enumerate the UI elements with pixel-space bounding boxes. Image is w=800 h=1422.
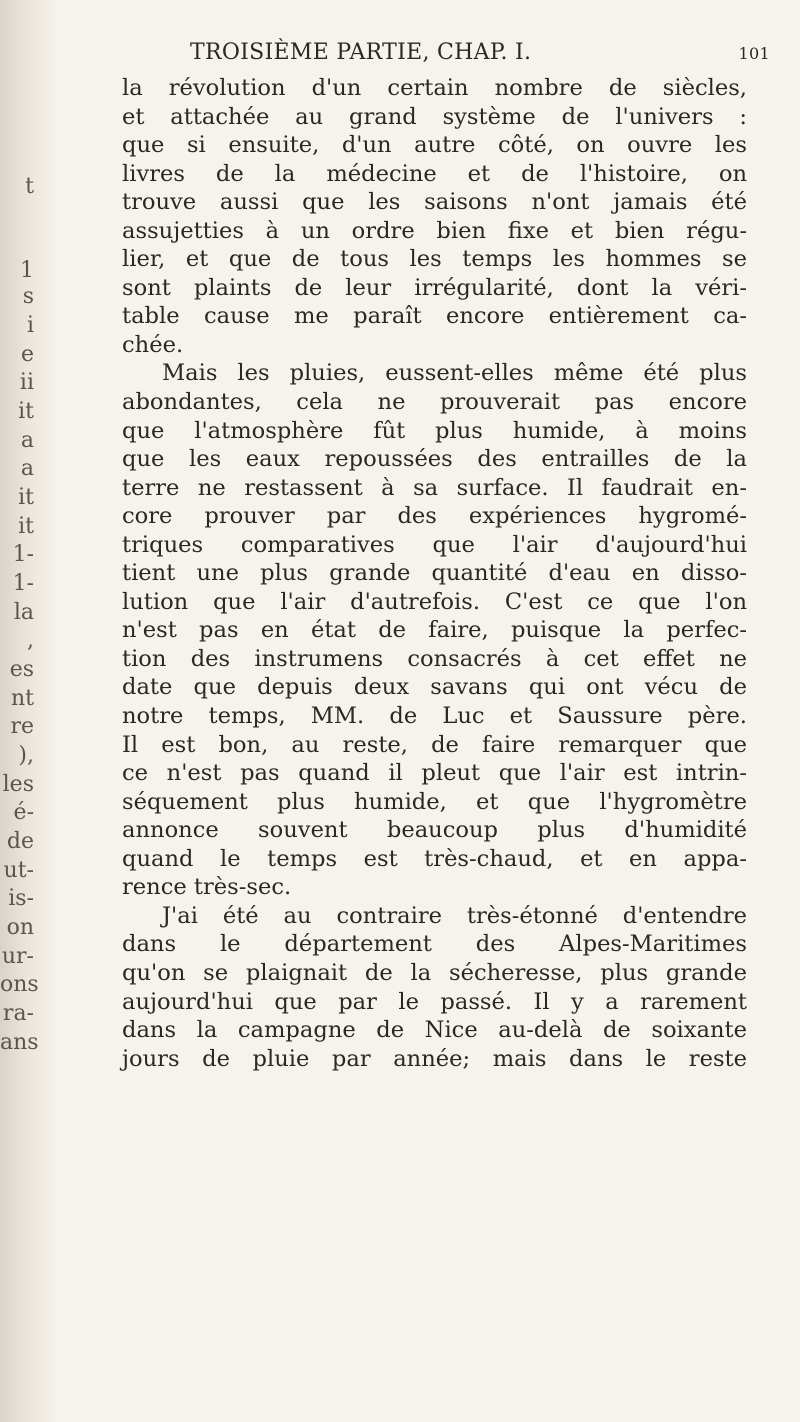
margin-fragment: t <box>25 174 34 199</box>
text-line: chée. <box>122 331 184 358</box>
text-line: Il est bon, au reste, de faire remarquer que <box>122 731 747 758</box>
text-line: la révolution d'un certain nombre de siècles, <box>122 75 747 101</box>
margin-fragment: la <box>13 600 34 625</box>
margin-fragment: on <box>6 915 34 940</box>
text-line: que si ensuite, d'un autre côté, on ouvre les <box>122 132 747 159</box>
text-line: assujetties à un ordre bien fixe et bien régu- <box>122 217 747 244</box>
margin-fragment: ut- <box>3 858 34 883</box>
page-number: 101 <box>738 44 770 63</box>
text-line: core prouver par des expériences hygromé- <box>122 503 747 530</box>
margin-fragment: ii <box>19 370 34 395</box>
margin-fragment: ans <box>0 1030 39 1055</box>
margin-fragment: ons <box>0 972 39 997</box>
text-line: dans la campagne de Nice au-delà de soixante <box>122 1017 747 1044</box>
left-gutter <box>0 0 60 1422</box>
text-line: notre temps, MM. de Luc et Saussure père. <box>122 703 747 730</box>
margin-fragment: 1- <box>12 542 34 567</box>
text-line: n'est pas en état de faire, puisque la perfec- <box>122 617 747 644</box>
text-line: séquement plus humide, et que l'hygromètre <box>122 788 747 815</box>
margin-fragment: nt <box>10 686 34 711</box>
margin-fragment: re <box>10 714 34 739</box>
margin-fragment: ra- <box>2 1001 34 1026</box>
text-line: terre ne restassent à sa surface. Il faudrait en- <box>122 474 747 501</box>
text-line: dans le département des Alpes-Maritimes <box>122 931 747 958</box>
margin-fragment: a <box>20 456 34 481</box>
text-line: qu'on se plaignait de la sécheresse, plus grande <box>122 959 747 986</box>
margin-fragment: es <box>9 657 34 682</box>
text-line: et attachée au grand système de l'univers : <box>122 103 747 130</box>
text-line: abondantes, cela ne prouverait pas encore <box>122 389 747 416</box>
margin-fragment: , <box>27 628 34 653</box>
text-line: quand le temps est très-chaud, et en appa- <box>122 845 747 872</box>
text-line: tion des instrumens consacrés à cet effet ne <box>122 645 747 672</box>
text-line: ce n'est pas quand il pleut que l'air est intrin- <box>122 760 747 787</box>
text-line: table cause me paraît encore entièrement ca- <box>122 303 747 330</box>
text-line: tient une plus grande quantité d'eau en disso- <box>122 560 747 587</box>
text-line: lution que l'air d'autrefois. C'est ce que l'on <box>122 588 747 615</box>
text-line: date que depuis deux savans qui ont vécu de <box>122 674 747 701</box>
text-line: lier, et que de tous les temps les hommes se <box>122 246 747 273</box>
text-line: que les eaux repoussées des entrailles de la <box>122 446 747 473</box>
text-line: annonce souvent beaucoup plus d'humidité <box>122 817 747 844</box>
text-line: rence très-sec. <box>122 874 292 901</box>
margin-fragment: i <box>26 313 34 338</box>
text-line: Mais les pluies, eussent-elles même été plus <box>162 360 747 387</box>
running-title: TROISIÈME PARTIE, CHAP. I. <box>190 39 532 65</box>
margin-fragment: it <box>18 485 34 510</box>
margin-fragment: it <box>18 399 34 424</box>
margin-fragment: de <box>6 829 34 854</box>
text-line: trouve aussi que les saisons n'ont jamais été <box>122 189 747 216</box>
text-line: J'ai été au contraire très-étonné d'entendre <box>162 902 747 929</box>
text-line: jours de pluie par année; mais dans le reste <box>122 1045 747 1072</box>
text-line: sont plaints de leur irrégularité, dont la véri- <box>122 274 747 301</box>
text-line: que l'atmosphère fût plus humide, à moins <box>122 417 747 444</box>
margin-fragment: é- <box>13 800 34 825</box>
margin-fragment: ur- <box>1 944 34 969</box>
margin-fragment: s <box>22 284 34 309</box>
running-header <box>190 35 770 69</box>
margin-fragment: ), <box>18 743 34 768</box>
margin-fragment: 1- <box>12 571 34 596</box>
margin-fragment: a <box>20 428 34 453</box>
margin-fragment: 1 <box>20 258 34 283</box>
margin-fragment: les <box>2 772 34 797</box>
text-line: triques comparatives que l'air d'aujourd'hui <box>122 531 747 558</box>
body-text <box>122 74 747 1073</box>
margin-fragment: is- <box>8 886 34 911</box>
margin-fragment: e <box>20 342 34 367</box>
text-line: aujourd'hui que par le passé. Il y a rarement <box>122 988 747 1015</box>
margin-fragment: it <box>18 514 34 539</box>
text-line: livres de la médecine et de l'histoire, on <box>122 160 747 187</box>
